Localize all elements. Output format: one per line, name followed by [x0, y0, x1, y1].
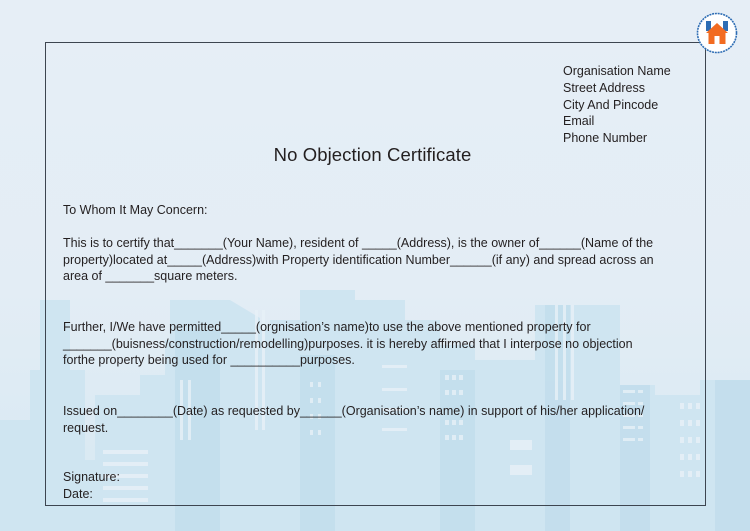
signature-label: Signature: — [63, 470, 120, 484]
house-logo-icon — [696, 12, 738, 54]
date-label: Date: — [63, 486, 93, 501]
permission-paragraph — [63, 319, 693, 369]
organisation-name: Organisation Name — [563, 64, 671, 78]
certification-paragraph — [63, 235, 693, 285]
paragraph-line: This is to certify that_______(Your Name), resident of _____(Address), is the owner of______(Name of the — [63, 236, 654, 250]
paragraph-line: forthe property being used for __________purposes. — [63, 353, 355, 368]
salutation: To Whom It May Concern: — [63, 203, 208, 217]
city-and-pincode: City And Pincode — [563, 97, 659, 112]
paragraph-line: Further, I/We have permitted_____(orgnisation’s name)to use the above mentioned property for — [63, 320, 591, 334]
paragraph-line: Issued on________(Date) as requested by______(Organisation’s name) in support of his/her application/ — [63, 404, 645, 418]
signature-block — [63, 469, 120, 502]
paragraph-line: area of _______square meters. — [63, 269, 238, 284]
phone-number: Phone Number — [563, 131, 648, 146]
paragraph-line: property)located at_____(Address)with Property identification Number______(if any) and spread across an — [63, 252, 654, 267]
issuance-paragraph — [63, 403, 693, 436]
street-address: Street Address — [563, 80, 645, 95]
email: Email — [563, 114, 595, 129]
paragraph-line: request. — [63, 420, 109, 435]
paragraph-line: _______(buisness/construction/remodelling)purposes. it is hereby affirmed that I interpose no objection — [63, 336, 633, 351]
document-title: No Objection Certificate — [273, 144, 472, 165]
organisation-block — [563, 63, 671, 147]
